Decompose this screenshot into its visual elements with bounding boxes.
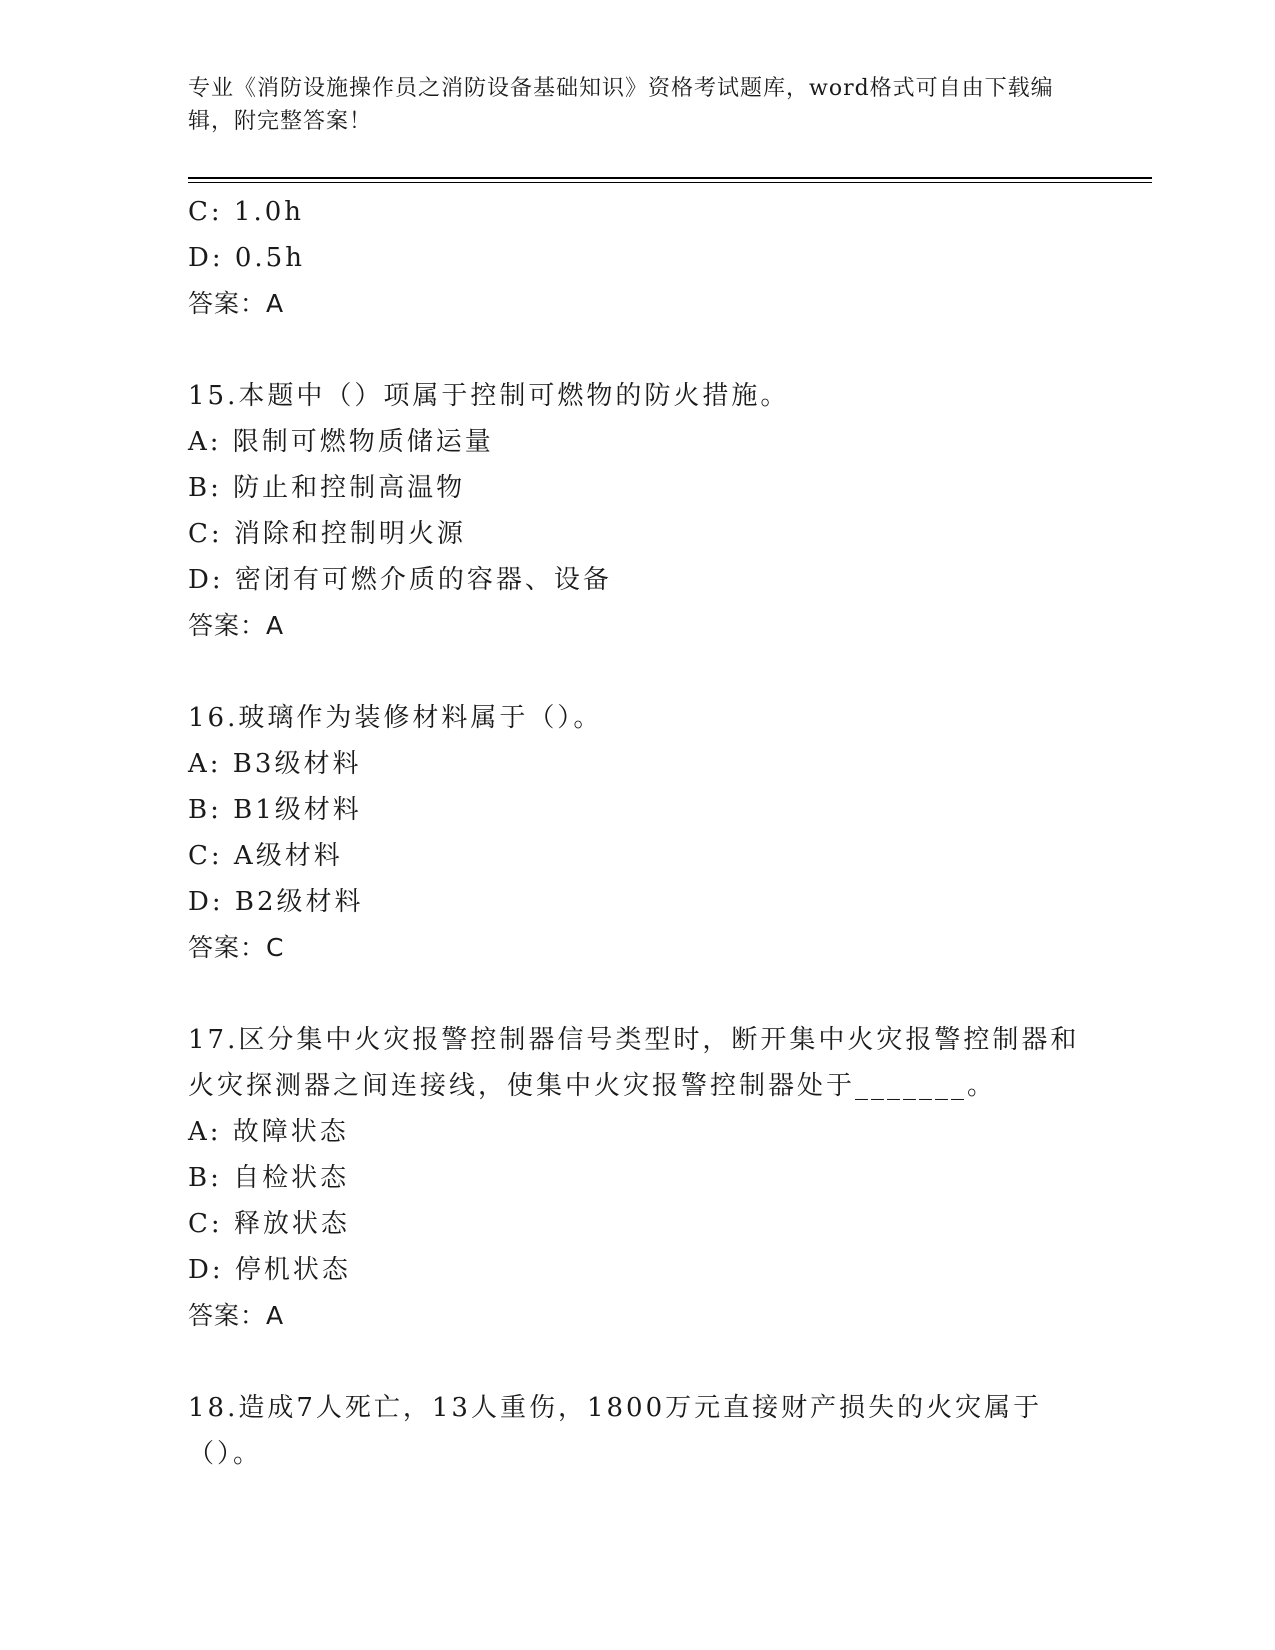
- question-list: [188, 189, 1088, 1477]
- answer: 答案：A: [188, 611, 285, 640]
- question-17: [188, 1017, 1088, 1339]
- option-c: C: 释放状态: [188, 1209, 350, 1239]
- option-c: C: A级材料: [188, 841, 343, 871]
- previous-question-fragment: [188, 189, 1088, 327]
- option-d: D: B2级材料: [188, 887, 364, 917]
- option-a: A: B3级材料: [188, 749, 362, 779]
- option-b: B: 防止和控制高温物: [188, 473, 466, 503]
- option-c: C: 消除和控制明火源: [188, 519, 466, 549]
- option-d: D: 密闭有可燃介质的容器、设备: [188, 565, 612, 595]
- question-16: [188, 695, 1088, 971]
- option-a: A: 限制可燃物质储运量: [188, 427, 494, 457]
- answer: 答案：C: [188, 933, 285, 962]
- question-18: [188, 1385, 1088, 1477]
- option-d: D: 0.5h: [188, 243, 305, 273]
- option-b: B: B1级材料: [188, 795, 362, 825]
- question-text: 16.玻璃作为装修材料属于（）。: [188, 703, 603, 733]
- question-text: 15.本题中（）项属于控制可燃物的防火措施。: [188, 381, 790, 411]
- option-b: B: 自检状态: [188, 1163, 350, 1193]
- option-d: D: 停机状态: [188, 1255, 351, 1285]
- question-15: [188, 373, 1088, 649]
- answer: 答案：A: [188, 1301, 285, 1330]
- question-text: 17.区分集中火灾报警控制器信号类型时，断开集中火灾报警控制器和火灾探测器之间连接线，使集中火灾报警控制器处于_______。: [188, 1025, 1080, 1101]
- answer: 答案：A: [188, 289, 285, 318]
- option-c: C: 1.0h: [188, 197, 305, 227]
- header-divider-thin: [188, 182, 1152, 183]
- document-header: 专业《消防设施操作员之消防设备基础知识》资格考试题库，word格式可自由下载编辑，附完整答案！: [188, 76, 1054, 134]
- header-divider: [188, 177, 1152, 179]
- option-a: A: 故障状态: [188, 1117, 349, 1147]
- question-text: 18.造成7人死亡，13人重伤，1800万元直接财产损失的火灾属于（）。: [188, 1393, 1043, 1469]
